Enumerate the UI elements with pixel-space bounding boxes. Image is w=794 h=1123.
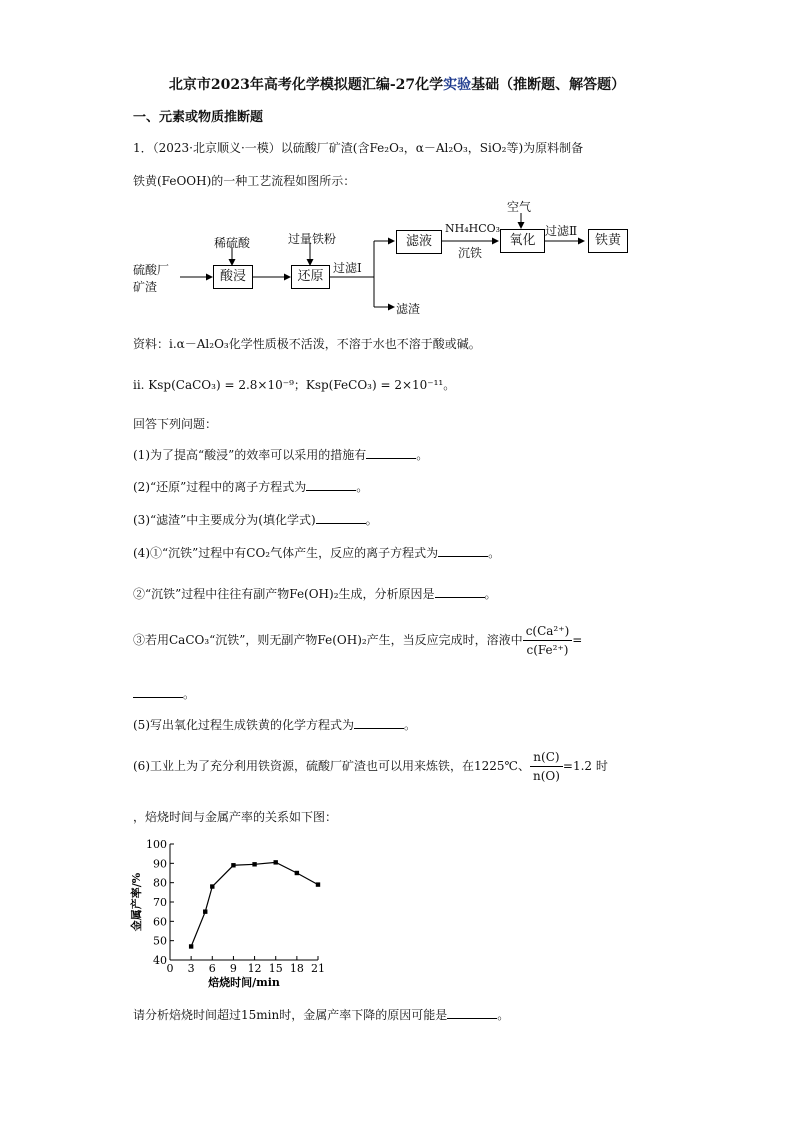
- y-tick-label: 80: [153, 876, 167, 890]
- answer-blank[interactable]: [435, 587, 485, 598]
- info-ii: ii. Ksp(CaCO₃) = 2.8×10⁻⁹；Ksp(FeCO₃) = 2×10⁻¹¹。: [133, 378, 456, 392]
- answer-prompt: 回答下列问题：: [133, 417, 218, 431]
- metal-yield-chart: [128, 832, 338, 992]
- question-6-final: 请分析焙烧时间超过15min时，金属产率下降的原因可能是 。: [133, 1008, 510, 1022]
- answer-blank[interactable]: [366, 448, 416, 459]
- x-tick-label: 21: [311, 962, 325, 975]
- question-4-3-answer: 。: [133, 685, 195, 702]
- flow-box-acid-leach: 酸浸: [213, 265, 253, 289]
- flow-label-filter-1: 过滤Ⅰ: [333, 261, 362, 275]
- question-2: (2)“还原”过程中的离子方程式为 。: [133, 480, 369, 494]
- flow-arrows: [130, 195, 650, 325]
- y-tick-label: 40: [153, 954, 167, 967]
- flow-box-filtrate: 滤液: [396, 230, 442, 254]
- question-3: (3)“滤渣”中主要成分为(填化学式) 。: [133, 513, 378, 527]
- data-point: [210, 884, 214, 888]
- data-point: [203, 909, 207, 913]
- ratio-fraction: $\frac{\text{c(Ca²⁺)}}{\text{c(Fe²⁺)}}$: [523, 622, 573, 659]
- answer-blank[interactable]: [133, 687, 183, 698]
- y-tick-label: 100: [146, 838, 167, 851]
- x-axis-label: 焙烧时间/min: [208, 976, 280, 989]
- flow-raw-material-1: 硫酸厂: [133, 263, 170, 277]
- x-tick-label: 18: [289, 962, 304, 975]
- x-tick-label: 0: [166, 962, 174, 975]
- y-tick-label: 60: [153, 915, 167, 929]
- y-tick-label: 70: [153, 896, 167, 909]
- y-axis-label: 金属产率/%: [130, 872, 143, 932]
- x-tick-label: 12: [247, 962, 262, 975]
- question-6-cont: ，焙烧时间与金属产率的关系如下图：: [133, 810, 338, 824]
- answer-blank[interactable]: [438, 546, 488, 557]
- question-4-1: (4)①“沉铁”过程中有CO₂气体产生，反应的离子方程式为 。: [133, 546, 501, 560]
- x-tick-label: 9: [229, 962, 237, 975]
- data-point: [231, 863, 235, 867]
- title-highlight: 实验: [443, 77, 472, 93]
- flow-box-iron-yellow: 铁黄: [588, 229, 628, 253]
- section-heading: 一、元素或物质推断题: [133, 110, 264, 125]
- question-1: (1)为了提高“酸浸”的效率可以采用的措施有 。: [133, 448, 429, 462]
- question-6: (6)工业上为了充分利用铁资源，硫酸厂矿渣也可以用来炼铁，在1225℃、 $\frac{n(C)}{n(O)}$ =1.2 时: [133, 750, 608, 783]
- flow-raw-material-2: 矿渣: [133, 280, 158, 294]
- data-point: [274, 860, 278, 864]
- data-point: [189, 944, 193, 948]
- question-4-3: ③若用CaCO₃“沉铁”，则无副产物Fe(OH)₂产生，当反应完成时，溶液中 $\frac{\text{c(Ca²⁺)}}{\text{c(Fe²⁺)}}$ =: [133, 624, 583, 657]
- x-tick-label: 15: [268, 962, 283, 975]
- flow-reagent-iron-powder: 过量铁粉: [288, 232, 337, 246]
- flow-reagent-sulfuric-acid: 稀硫酸: [214, 236, 251, 250]
- x-tick-label: 3: [187, 962, 195, 975]
- title-text-end: 基础（推断题、解答题）: [471, 77, 626, 93]
- question-intro-line1: 1．（2023·北京顺义·一模）以硫酸厂矿渣(含Fe₂O₃，α－Al₂O₃，SiO₂等)为原料制备: [133, 141, 584, 155]
- title-text: 北京市2023年高考化学模拟题汇编-27化学: [168, 77, 444, 93]
- y-tick-label: 90: [153, 857, 167, 871]
- flow-reagent-ammonium-bicarbonate: NH₄HCO₃: [445, 222, 501, 235]
- flow-residue: 滤渣: [396, 302, 421, 316]
- y-tick-label: 50: [153, 934, 167, 948]
- flow-reagent-air: 空气: [507, 200, 532, 214]
- answer-blank[interactable]: [306, 480, 356, 491]
- data-point: [252, 862, 256, 866]
- question-intro-line2: 铁黄(FeOOH)的一种工艺流程如图所示：: [133, 174, 356, 188]
- flow-box-oxidation: 氧化: [500, 229, 545, 253]
- answer-blank[interactable]: [354, 718, 404, 729]
- data-point: [316, 882, 320, 886]
- answer-blank[interactable]: [447, 1008, 497, 1019]
- page-title: [0, 74, 794, 94]
- molar-ratio-fraction: $\frac{n(C)}{n(O)}$: [530, 748, 563, 785]
- question-4-2: ②“沉铁”过程中往往有副产物Fe(OH)₂生成，分析原因是 。: [133, 587, 497, 601]
- question-5: (5)写出氧化过程生成铁黄的化学方程式为 。: [133, 718, 417, 732]
- data-point: [295, 871, 299, 875]
- flow-label-iron-precipitation: 沉铁: [458, 246, 483, 260]
- answer-blank[interactable]: [316, 513, 366, 524]
- flow-box-reduction: 还原: [291, 265, 330, 289]
- x-tick-label: 6: [208, 962, 216, 975]
- flow-label-filter-2: 过滤Ⅱ: [545, 224, 578, 238]
- info-i: 资料：i.α－Al₂O₃化学性质极不活泼，不溶于水也不溶于酸或碱。: [133, 337, 481, 351]
